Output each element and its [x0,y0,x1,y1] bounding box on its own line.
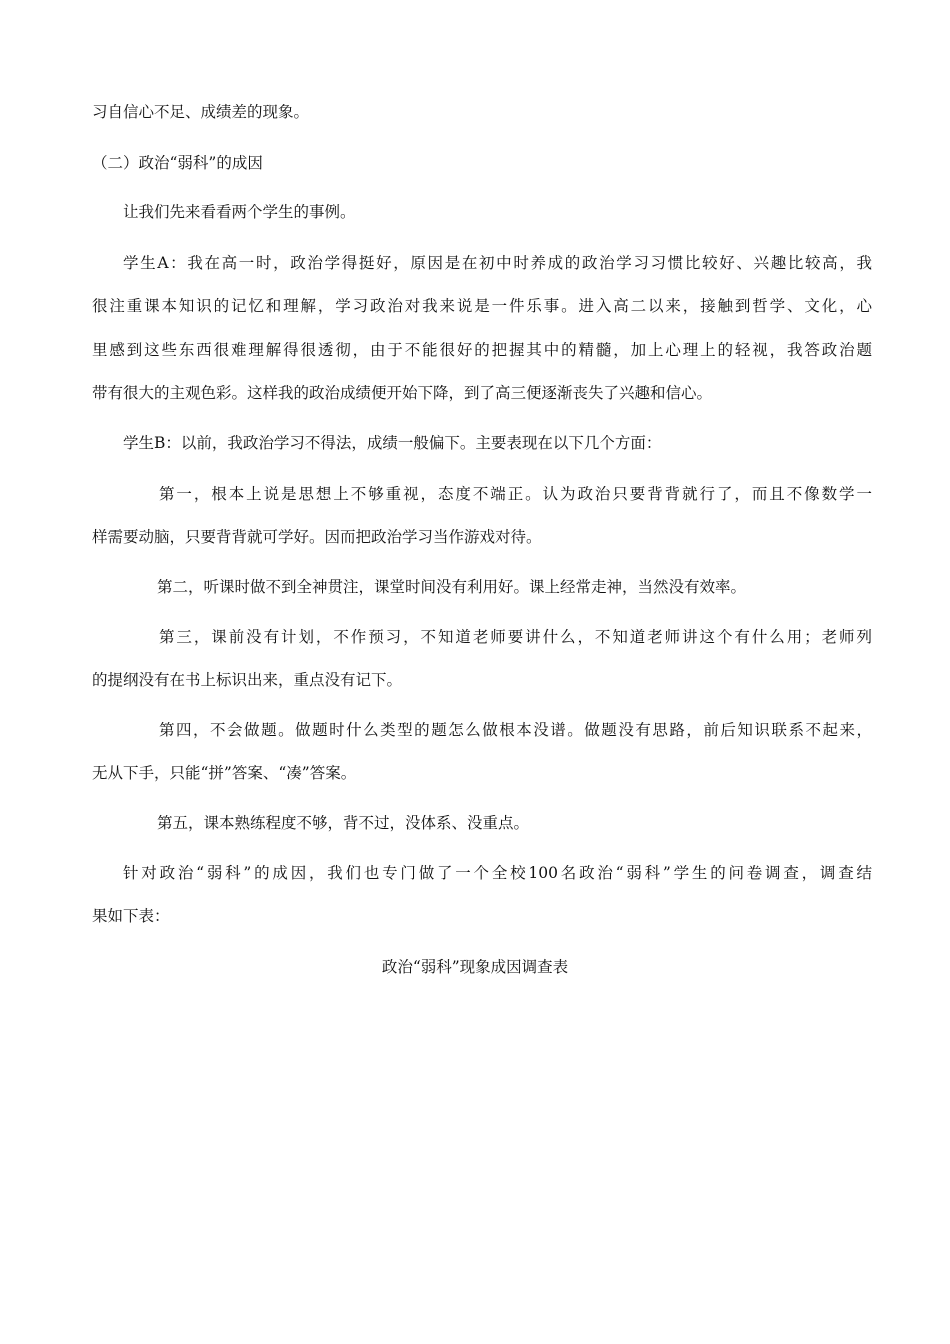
paragraph-line: 第二，听课时做不到全神贯注，课堂时间没有利用好。课上经常走神，当然没有效率。 [157,578,747,596]
paragraph-line: 带有很大的主观色彩。这样我的政治成绩便开始下降，到了高三便逐渐丧失了兴趣和信心。 [92,384,713,402]
paragraph-line: 第五，课本熟练程度不够，背不过，没体系、没重点。 [157,814,530,832]
paragraph-line: 针对政治“弱科”的成因，我们也专门做了一个全校100名政治“弱科”学生的问卷调查，调查结 [123,864,872,882]
paragraph-line: 学生A：我在高一时，政治学得挺好，原因是在初中时养成的政治学习习惯比较好、兴趣比较高，我 [123,254,872,272]
section-heading: （二）政治“弱科”的成因 [92,154,263,172]
paragraph-line: 让我们先来看看两个学生的事例。 [123,203,356,221]
paragraph-line: 无从下手，只能“拼”答案、“凑”答案。 [92,764,357,782]
paragraph-line: 果如下表： [92,907,170,925]
paragraph-line: 样需要动脑，只要背背就可学好。因而把政治学习当作游戏对待。 [92,528,542,546]
paragraph-line: 的提纲没有在书上标识出来，重点没有记下。 [92,671,403,689]
paragraph-line: 里感到这些东西很难理解得很透彻，由于不能很好的把握其中的精髓，加上心理上的轻视，我答政治题 [92,341,872,359]
paragraph-line: 第四，不会做题。做题时什么类型的题怎么做根本没谱。做题没有思路，前后知识联系不起来， [159,721,872,739]
paragraph-line: 第一，根本上说是思想上不够重视，态度不端正。认为政治只要背背就行了，而且不像数学一 [159,485,872,503]
paragraph-line: 很注重课本知识的记忆和理解，学习政治对我来说是一件乐事。进入高二以来，接触到哲学、文化，心 [92,297,872,315]
paragraph-line: 学生B：以前，我政治学习不得法，成绩一般偏下。主要表现在以下几个方面： [123,434,662,452]
paragraph-line: 第三，课前没有计划，不作预习，不知道老师要讲什么，不知道老师讲这个有什么用；老师列 [159,628,872,646]
paragraph-line: 习自信心不足、成绩差的现象。 [92,103,310,121]
table-caption: 政治“弱科”现象成因调查表 [381,958,569,976]
